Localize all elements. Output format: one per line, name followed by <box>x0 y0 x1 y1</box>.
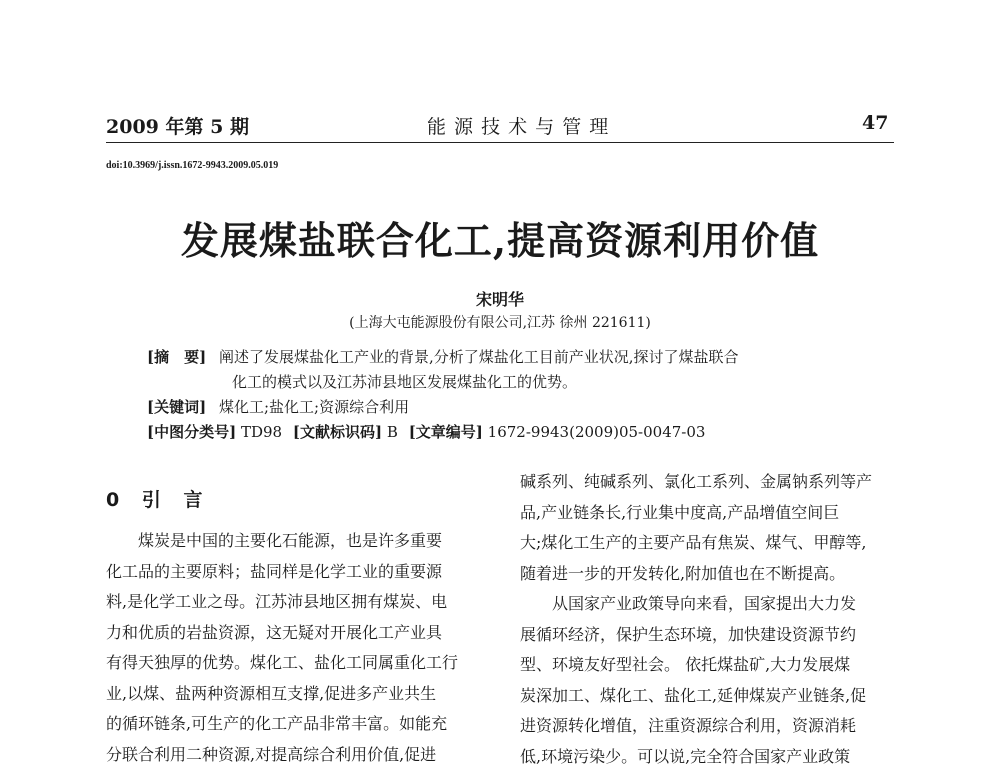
doi-line: doi:10.3969/j.issn.1672-9943.2009.05.019 <box>106 160 278 171</box>
article-number-value: 1672-9943(2009)05-0047-03 <box>488 423 706 441</box>
body-line: 品,产业链条长,行业集中度高,产品增值空间巨 <box>520 498 872 529</box>
body-line: 炭深加工、煤化工、盐化工,延伸煤炭产业链条,促 <box>520 681 872 712</box>
abstract-line-1 <box>147 346 739 367</box>
paper-title: 发展煤盐联合化工,提高资源利用价值 <box>0 210 1000 265</box>
body-line: 力和优质的岩盐资源，这无疑对开展化工产业具 <box>106 618 458 649</box>
clc-label: [中图分类号] <box>147 423 236 441</box>
body-line: 进资源转化增值，注重资源综合利用，资源消耗 <box>520 711 872 742</box>
body-line: 业,以煤、盐两种资源相互支撑,促进多产业共生 <box>106 679 458 710</box>
abstract-label: [摘 要] <box>147 348 206 366</box>
keywords-label: [关键词] <box>147 398 206 416</box>
abstract-text-2: 化工的模式以及江苏沛县地区发展煤盐化工的优势。 <box>232 371 577 392</box>
classification-line <box>147 421 705 442</box>
body-line: 料,是化学工业之母。江苏沛县地区拥有煤炭、电 <box>106 587 458 618</box>
author-name: 宋明华 <box>0 287 1000 310</box>
doc-code-label: [文献标识码] <box>293 423 382 441</box>
body-line: 碱系列、纯碱系列、氯化工系列、金属钠系列等产 <box>520 467 872 498</box>
body-line: 型、环境友好型社会。 依托煤盐矿,大力发展煤 <box>520 650 872 681</box>
section-heading: 0 引 言 <box>106 485 210 512</box>
keywords-line <box>147 396 409 417</box>
body-line: 分联合利用二种资源,对提高综合利用价值,促进 <box>106 740 458 771</box>
body-line: 有得天独厚的优势。煤化工、盐化工同属重化工行 <box>106 648 458 679</box>
body-line: 的循环链条,可生产的化工产品非常丰富。如能充 <box>106 709 458 740</box>
left-column <box>106 526 458 770</box>
body-line: 大;煤化工生产的主要产品有焦炭、煤气、甲醇等, <box>520 528 872 559</box>
body-line: 低,环境污染少。可以说,完全符合国家产业政策 <box>520 742 872 772</box>
body-line: 随着进一步的开发转化,附加值也在不断提高。 <box>520 559 872 590</box>
keywords-text: 煤化工;盐化工;资源综合利用 <box>219 398 409 416</box>
right-column <box>520 467 872 772</box>
journal-name: 能 源 技 术 与 管 理 <box>427 112 609 139</box>
page-number: 47 <box>862 112 888 134</box>
body-line: 煤炭是中国的主要化石能源，也是许多重要 <box>106 526 458 557</box>
body-line: 展循环经济，保护生态环境，加快建设资源节约 <box>520 620 872 651</box>
body-line: 化工品的主要原料；盐同样是化学工业的重要源 <box>106 557 458 588</box>
article-number-label: [文章编号] <box>409 423 483 441</box>
issue-label: 2009 年第 5 期 <box>106 112 249 139</box>
body-line: 从国家产业政策导向来看，国家提出大力发 <box>520 589 872 620</box>
header-rule <box>106 142 894 143</box>
doc-code-value: B <box>387 423 398 441</box>
author-affiliation: (上海大屯能源股份有限公司,江苏 徐州 221611) <box>0 312 1000 332</box>
clc-value: TD98 <box>241 423 282 441</box>
abstract-text-1: 阐述了发展煤盐化工产业的背景,分析了煤盐化工目前产业状况,探讨了煤盐联合 <box>219 348 739 366</box>
